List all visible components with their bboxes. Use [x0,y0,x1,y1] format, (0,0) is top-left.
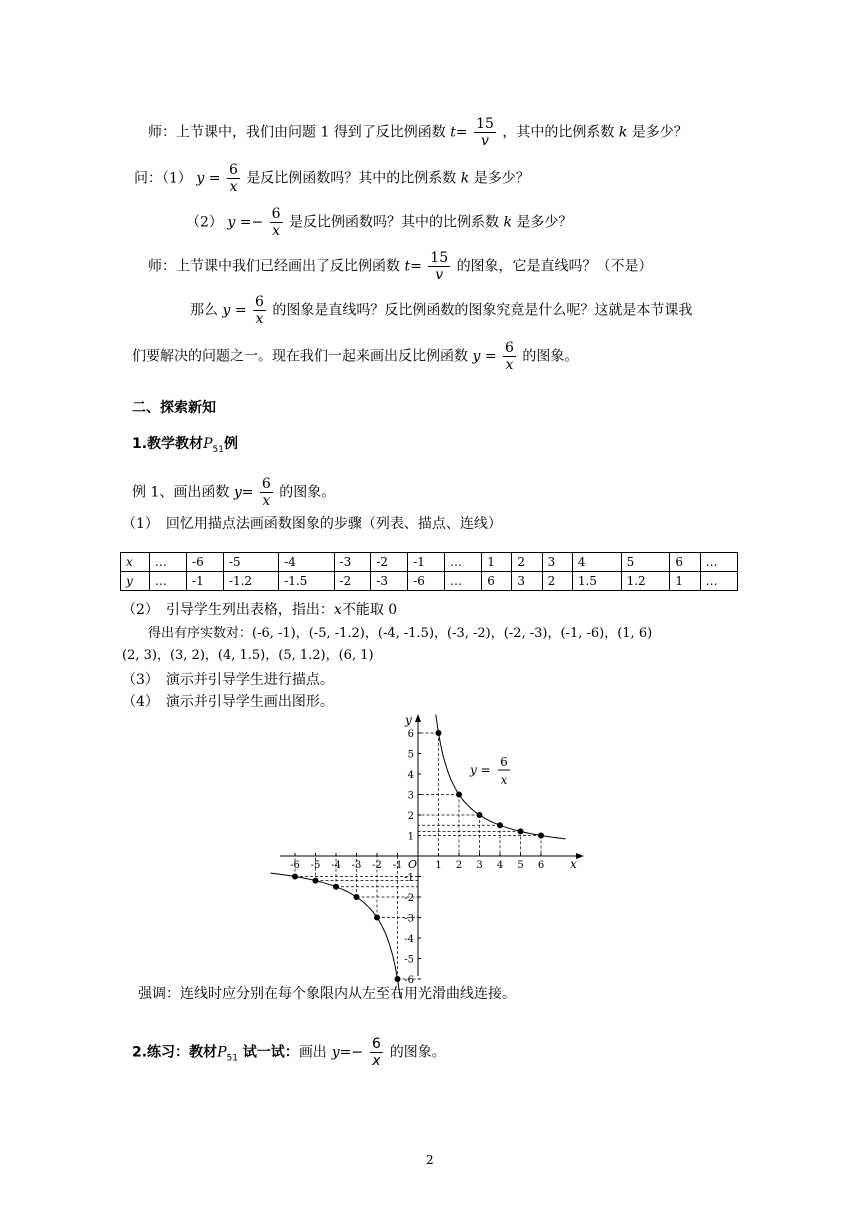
fraction-15-over-v: $\frac{15}{v}$ [476,116,494,149]
l1a: 师：上节课中，我们由问题 1 得到了反比例函数 [148,124,446,141]
x-tick-label: 2 [455,860,463,871]
table-row: y … -1 -1.2 -1.5 -2 -3 -6 … 6 3 2 1.5 1.2 1 … [121,572,738,591]
data-point [333,884,339,890]
y-axis-arrow [415,714,421,722]
x-tick-label: 6 [537,860,545,871]
fraction-6-over-x: $\frac{6}{x}$ [371,1036,381,1069]
data-point [436,730,442,736]
table-row: x … -6 -5 -4 -3 -2 -1 … 1 2 3 4 5 6 … [121,553,738,572]
step-1: （1） 回忆用描点法画函数图象的步骤（列表、描点、连线） [122,516,502,532]
fraction-6-over-x: $\frac{6}{x}$ [271,206,281,239]
x-tick-label: 5 [517,860,524,871]
y-tick-label: 6 [407,729,414,740]
data-point [497,822,503,828]
origin-label: O [408,858,418,871]
x-tick-label: -5 [310,860,321,871]
x-tick-label: -1 [392,860,403,871]
data-point [313,878,319,884]
x-tick-label: 1 [435,860,442,871]
x-tick-label: -2 [372,860,382,871]
step-4: （4） 演示并引导学生画出图形。 [122,694,334,710]
pairs-line-2: (2, 3)，(3, 2)，(4, 1.5)，(5, 1.2)，(6, 1) [122,648,374,663]
y-tick-label: 3 [407,790,414,802]
x-tick-label: -3 [351,860,362,871]
line-1: 师：上节课中，我们由问题 1 得到了反比例函数 t= $\frac{15}{v}$ ，其中的比例系数 k 是多少？ [148,116,688,149]
data-point [456,792,462,798]
data-point [292,874,298,880]
table-header-y: y [121,572,150,591]
step-2: （2） 引导学生列出表格，指出：x不能取 0 [122,602,398,618]
curve-label-lhs: y = [470,763,491,777]
table-header-x: x [121,553,150,572]
line-5: 那么 y = $\frac{6}{x}$ 的图象是直线吗？反比例函数的图象究竟是什么呢？这就是本节课我 [190,294,693,327]
y-tick-label: 2 [407,811,414,822]
fraction-6-over-x: $\frac{6}{x}$ [255,294,264,327]
data-point [538,833,544,839]
fraction-6-over-x: $\frac{6}{x}$ [228,162,238,195]
line-6: 们要解决的问题之一。现在我们一起来画出反比例函数 y = $\frac{6}{x}$ 的图象。 [132,340,579,373]
x-tick-label: 4 [496,860,504,871]
step-3: （3） 演示并引导学生进行描点。 [122,672,334,688]
y-tick-label: -2 [404,893,414,904]
data-point [395,976,401,982]
values-table [120,552,738,591]
line-2: 问：（1） y = $\frac{6}{x}$ 是反比例函数吗？其中的比例系数 k 是多少？ [134,162,530,195]
y-tick-label: -3 [404,913,414,925]
y-axis-label: y [405,713,412,727]
section-heading: 二、探索新知 [132,400,216,416]
hyperbola-graph [270,708,590,986]
fraction-15-over-v: $\frac{15}{v}$ [430,250,449,283]
y-tick-label: -4 [404,934,414,945]
line-4: 师：上节课中我们已经画出了反比例函数 t= $\frac{15}{v}$ 的图象，它是直线吗？（不是） [148,250,653,283]
fraction-6-over-x: $\frac{6}{x}$ [261,476,271,509]
y-tick-label: 1 [407,831,414,843]
emphasis: 强调：连线时应分别在每个象限内从左至右用光滑曲线连接。 [138,986,516,1002]
x-tick-label: -6 [290,860,300,871]
data-point [354,894,360,900]
data-point [374,915,380,921]
curve-branch-q3 [270,873,400,997]
example-1: 例 1、画出函数 y= $\frac{6}{x}$ 的图象。 [132,476,336,509]
y-tick-label: -5 [404,954,414,966]
subsection-1: 1.教学教材$P_{51}$例 [132,436,238,455]
curve-label-den: x [500,773,508,787]
fraction-6-over-x: $\frac{6}{x}$ [505,340,514,373]
practice: 2.练习：教材$P_{51}$ 试一试：画出 y=− $\frac{6}{x}$ 的图象。 [132,1036,446,1069]
x-axis-arrow [576,853,584,859]
line-3: （2） y =− $\frac{6}{x}$ 是反比例函数吗？其中的比例系数 k 是多少？ [186,206,573,239]
pairs-line-1: 得出有序实数对：(-6, -1)，(-5, -1.2)，(-4, -1.5)，(-3, -2)，(-2, -3)，(-1, -6)，(1, 6) [148,626,653,641]
data-point [518,828,524,834]
x-tick-label: 3 [476,860,483,871]
data-point [477,812,483,818]
y-tick-label: 4 [407,770,414,781]
y-tick-label: -1 [404,872,414,884]
x-axis-label: x [570,857,577,871]
y-tick-label: 5 [407,749,414,761]
x-tick-label: -4 [331,860,341,871]
y-tick-label: -6 [404,975,414,986]
curve-label-num: 6 [500,755,508,769]
page-number: 2 [426,1153,434,1167]
